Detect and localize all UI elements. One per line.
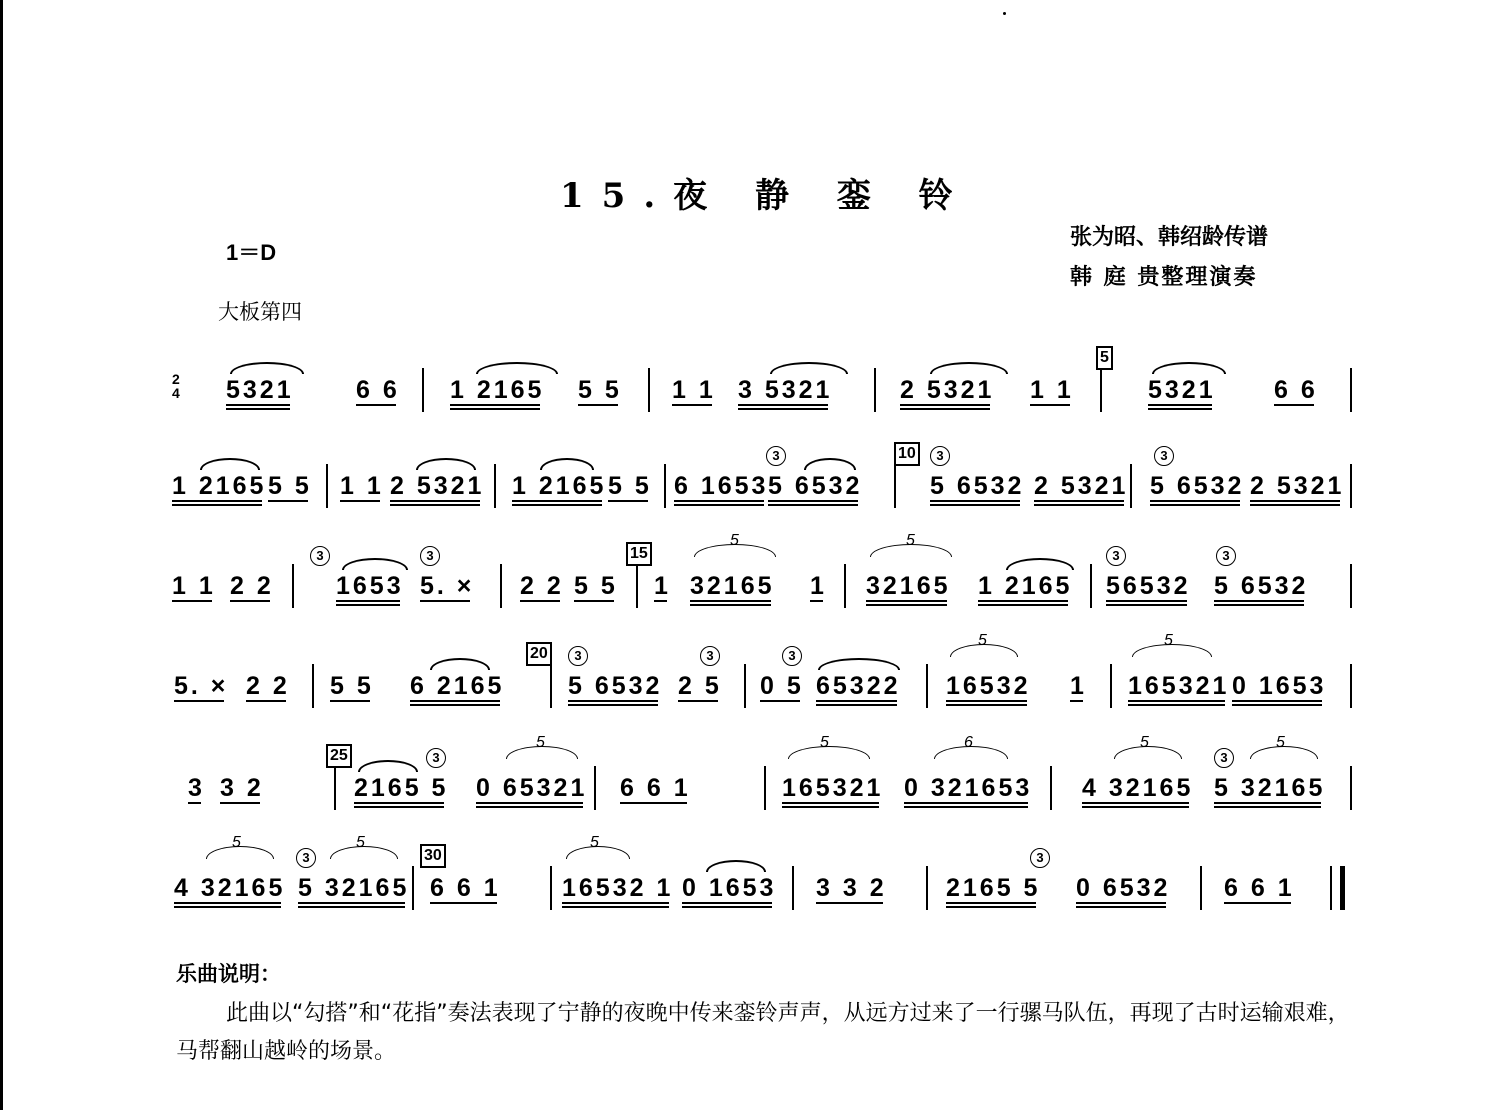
note-group: 2 5321 <box>1034 466 1128 506</box>
notation-row-3 <box>170 532 1360 626</box>
note-group: 5 6532 <box>930 466 1024 506</box>
barline <box>326 464 328 508</box>
barline <box>648 368 650 412</box>
notation-row-2 <box>170 446 1360 526</box>
barline <box>1350 368 1352 412</box>
barline <box>1050 766 1052 810</box>
note-group: 2 2 <box>246 666 290 706</box>
barline <box>500 564 502 608</box>
credit-transmitted-by: 张为昭、韩绍龄传谱 <box>1070 225 1269 250</box>
barline <box>844 564 846 608</box>
barline <box>334 766 336 810</box>
quintuplet-number: 5 <box>906 532 915 549</box>
note-group: 5 6532 <box>1150 466 1244 506</box>
string-3-marker: 3 <box>700 646 720 666</box>
quintuplet-number: 5 <box>820 734 829 751</box>
barline <box>1090 564 1092 608</box>
note-group: 5 5 <box>330 666 374 706</box>
notation-row-1 <box>170 350 1360 430</box>
note-group: 4 32165 <box>174 868 285 908</box>
note-group: 5. × <box>420 566 474 606</box>
quintuplet-number: 5 <box>536 734 545 751</box>
quintuplet-number: 5 <box>730 532 739 549</box>
note-group: 1 1 <box>1030 370 1074 410</box>
note-group: 5321 <box>226 370 294 410</box>
barline <box>550 664 552 708</box>
note-group: 5 5 <box>574 566 618 606</box>
note-group: 0 5 <box>760 666 804 706</box>
note-group: 2 5321 <box>390 466 484 506</box>
string-3-marker: 3 <box>296 848 316 868</box>
notation-row-6 <box>170 834 1360 928</box>
quintuplet-number: 5 <box>1276 734 1285 751</box>
scan-speck <box>1003 12 1006 15</box>
barline <box>1100 368 1102 412</box>
string-3-marker: 3 <box>1214 748 1234 768</box>
string-3-marker: 3 <box>310 546 330 566</box>
note-group: 2 5 <box>678 666 722 706</box>
note-group: 2 5321 <box>900 370 994 410</box>
string-3-marker: 3 <box>766 446 786 466</box>
note-group: 2165 5 <box>354 768 448 808</box>
barline <box>1350 564 1352 608</box>
page-margin-line <box>0 0 3 1110</box>
barline <box>636 564 638 608</box>
note-group: 1 2165 <box>978 566 1072 606</box>
measure-number: 30 <box>420 844 446 868</box>
note-group: 1 1 <box>340 466 384 506</box>
note-group: 3 <box>188 768 205 808</box>
note-group: 2 2 <box>230 566 274 606</box>
note-group: 6 1653 <box>674 466 768 506</box>
final-barline-thin <box>1330 866 1332 910</box>
barline <box>1350 766 1352 810</box>
note-group: 5 6532 <box>1214 566 1308 606</box>
note-group: 3 2 <box>220 768 264 808</box>
note-group: 2 2 <box>520 566 564 606</box>
note-group: 5 5 <box>608 466 652 506</box>
note-group: 1 <box>1070 666 1087 706</box>
note-group: 32165 <box>866 566 951 606</box>
barline <box>550 866 552 910</box>
note-group: 165321 <box>782 768 883 808</box>
barline <box>1350 464 1352 508</box>
measure-number: 20 <box>526 642 552 666</box>
note-group: 1 1 <box>172 566 216 606</box>
note-group: 5 32165 <box>1214 768 1325 808</box>
barline <box>764 766 766 810</box>
barline <box>664 464 666 508</box>
sextuplet-number: 6 <box>964 734 973 751</box>
barline <box>926 866 928 910</box>
note-group: 5 5 <box>268 466 312 506</box>
note-group: 5 6532 <box>768 466 862 506</box>
credit-arranged-by: 韩 庭 贵整理演奏 <box>1070 265 1258 290</box>
string-3-marker: 3 <box>420 546 440 566</box>
quintuplet-number: 5 <box>232 834 241 851</box>
barline <box>494 464 496 508</box>
note-group: 1 <box>810 566 827 606</box>
note-group: 0 1653 <box>682 868 776 908</box>
note-group: 1 2165 <box>512 466 606 506</box>
credits <box>1070 218 1330 298</box>
barline <box>594 766 596 810</box>
note-group: 2 5321 <box>1250 466 1344 506</box>
note-group: 3 3 2 <box>816 868 887 908</box>
measure-number: 10 <box>894 442 920 466</box>
note-group: 16532 <box>946 666 1031 706</box>
section-label: 大板第四 <box>218 300 302 324</box>
string-3-marker: 3 <box>1106 546 1126 566</box>
note-group: 56532 <box>1106 566 1191 606</box>
barline <box>1350 664 1352 708</box>
note-group: 1 2165 <box>450 370 544 410</box>
note-group: 16532 1 <box>562 868 673 908</box>
notation-row-5 <box>170 734 1360 828</box>
quintuplet-number: 5 <box>1140 734 1149 751</box>
barline <box>422 368 424 412</box>
note-group: 5 32165 <box>298 868 409 908</box>
note-group: 0 6532 <box>1076 868 1170 908</box>
note-group: 5 5 <box>578 370 622 410</box>
note-group: 4 32165 <box>1082 768 1193 808</box>
note-group: 5321 <box>1148 370 1216 410</box>
string-3-marker: 3 <box>1154 446 1174 466</box>
quintuplet-number: 5 <box>1164 632 1173 649</box>
notes-heading: 乐曲说明： <box>176 962 281 986</box>
note-group: 2165 5 <box>946 868 1040 908</box>
barline <box>926 664 928 708</box>
note-group: 0 1653 <box>1232 666 1326 706</box>
note-group: 6 6 1 <box>430 868 501 908</box>
barline <box>1130 464 1132 508</box>
string-3-marker: 3 <box>568 646 588 666</box>
note-group: 3 5321 <box>738 370 832 410</box>
string-3-marker: 3 <box>782 646 802 666</box>
note-group: 5 6532 <box>568 666 662 706</box>
barline <box>1200 866 1202 910</box>
string-3-marker: 3 <box>1030 848 1050 868</box>
barline <box>312 664 314 708</box>
note-group: 1 1 <box>672 370 716 410</box>
note-group: 0 65321 <box>476 768 587 808</box>
note-group: 165321 <box>1128 666 1229 706</box>
note-group: 6 2165 <box>410 666 504 706</box>
note-group: 6 6 1 <box>1224 868 1295 908</box>
note-group: 0 321653 <box>904 768 1032 808</box>
note-group: 6 6 <box>1274 370 1318 410</box>
key-signature: 1＝D <box>226 240 277 265</box>
note-group: 32165 <box>690 566 775 606</box>
note-group: 1 2165 <box>172 466 266 506</box>
barline <box>292 564 294 608</box>
note-group: 1 <box>654 566 671 606</box>
final-barline-thick <box>1340 866 1345 910</box>
note-group: 65322 <box>816 666 901 706</box>
notation-row-4 <box>170 632 1360 726</box>
barline <box>792 866 794 910</box>
measure-number: 25 <box>326 744 352 768</box>
note-group: 6 6 1 <box>620 768 691 808</box>
note-group: 6 6 <box>356 370 400 410</box>
barline <box>412 866 414 910</box>
note-group: 1653 <box>336 566 404 606</box>
barline <box>874 368 876 412</box>
string-3-marker: 3 <box>930 446 950 466</box>
measure-number: 15 <box>626 542 652 566</box>
barline <box>744 664 746 708</box>
quintuplet-number: 5 <box>590 834 599 851</box>
quintuplet-bracket <box>788 746 870 759</box>
time-signature: 2 4 <box>172 371 180 401</box>
string-3-marker: 3 <box>426 748 446 768</box>
barline <box>894 464 896 508</box>
string-3-marker: 3 <box>1216 546 1236 566</box>
piece-title: 15.夜 静 銮 铃 <box>560 176 971 216</box>
notes-body: 此曲以“勾搭”和“花指”奏法表现了宁静的夜晚中传来銮铃声声，从远方过来了一行骡马队伍，再现了古时运输艰难，马帮翻山越岭的场景。 <box>176 1001 1350 1064</box>
quintuplet-number: 5 <box>356 834 365 851</box>
barline <box>1110 664 1112 708</box>
note-group: 5. × <box>174 666 228 706</box>
measure-number: 5 <box>1096 346 1113 370</box>
quintuplet-number: 5 <box>978 632 987 649</box>
